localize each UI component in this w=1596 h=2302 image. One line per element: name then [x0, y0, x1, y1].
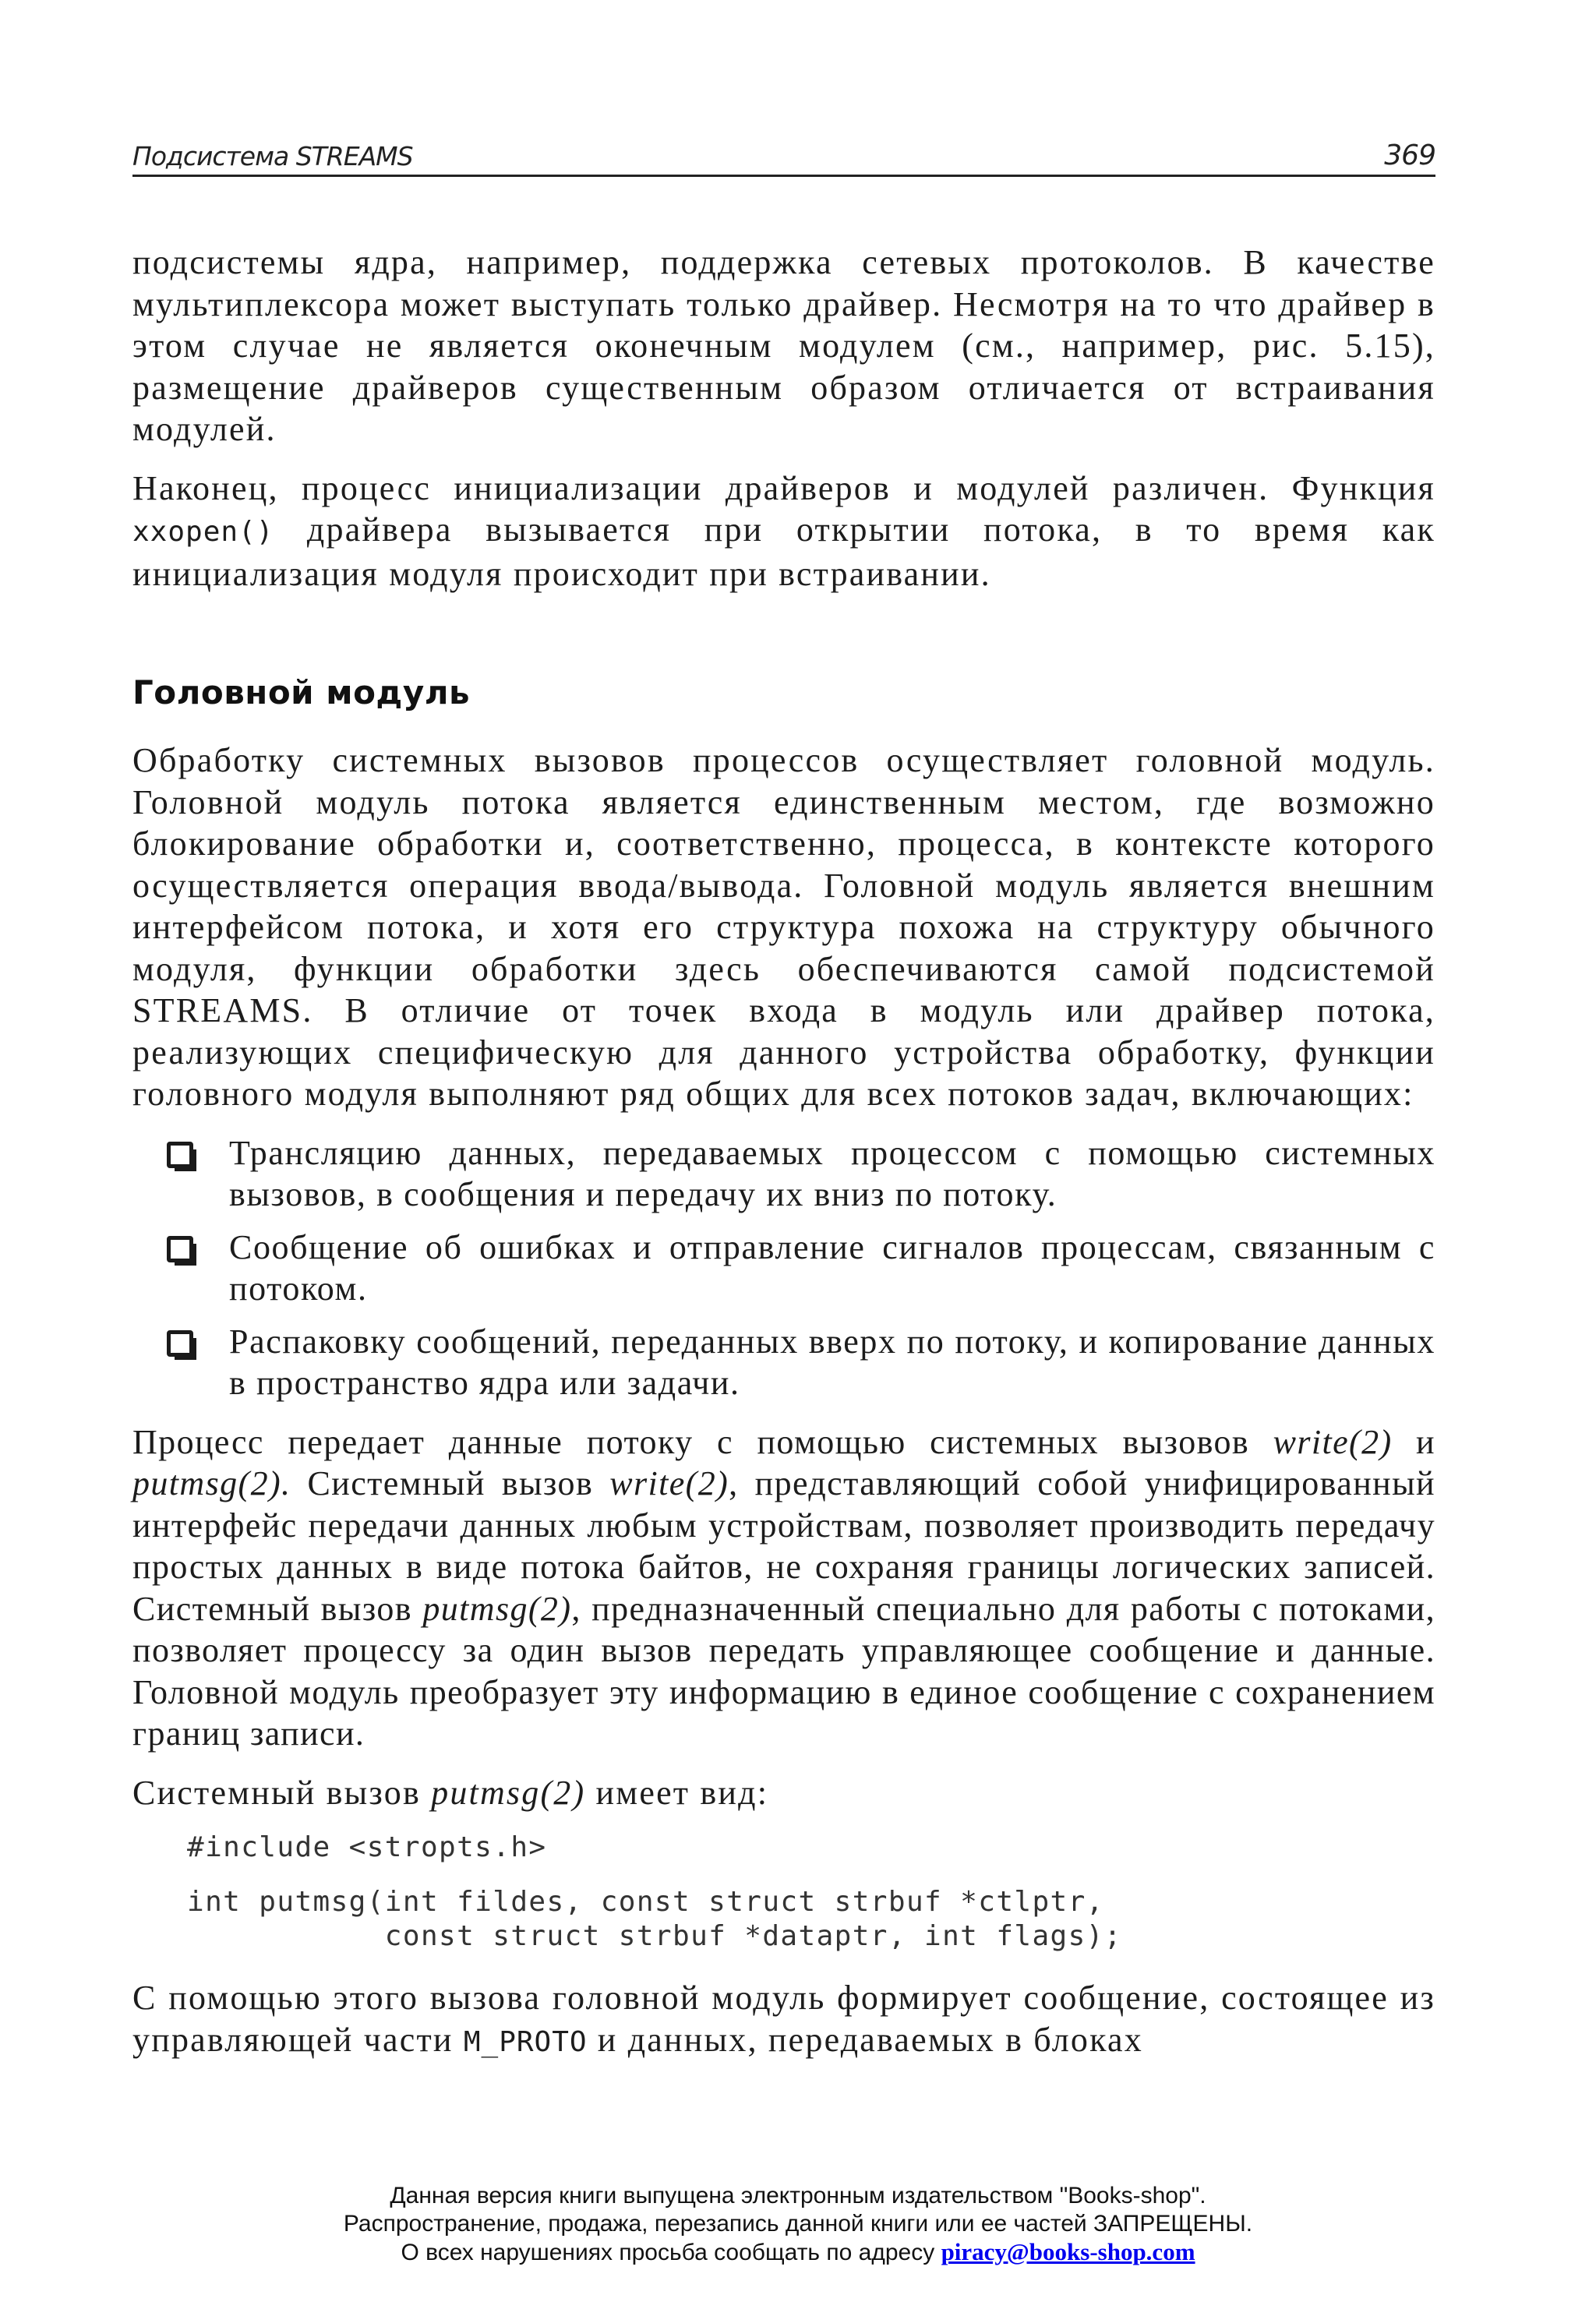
paragraph-4-text: Процесс передает данные потоку с помощью системных вызовов [132, 1422, 1273, 1461]
list-item-text: Трансляцию данных, передаваемых процессом с помощью системных вызовов, в сообщения и передачу их вниз по потоку. [229, 1133, 1435, 1213]
page-number: 369 [1384, 139, 1435, 171]
syscall-write: write(2) [609, 1464, 729, 1502]
running-header [132, 137, 1435, 177]
checkbox-bullet-icon [167, 1236, 193, 1262]
running-header-title: Подсистема STREAMS [132, 141, 413, 171]
list-item [132, 1227, 1435, 1310]
list-item [132, 1321, 1435, 1404]
paragraph-4-text: , предназначенный специально для работы с потоками, позволяет процессу за один вызов передать управляющее сообщение и данные. Головной модуль преобразует эту информацию в единое сообщение с сохранением границ записи. [132, 1589, 1435, 1753]
list-item-text: Сообщение об ошибках и отправление сигналов процессам, связанным с потоком. [229, 1227, 1435, 1308]
paragraph-4-text: и [1392, 1422, 1436, 1461]
bullet-list [132, 1132, 1435, 1404]
paragraph-2 [132, 468, 1435, 595]
paragraph-3: Обработку системных вызовов процессов осуществляет головной модуль. Головной модуль потока является единственным местом, где возможно блокирование обработки и, соответственно, процесса, в контексте которого осуществляется операция ввода/вывода. Головной модуль является внешним интерфейсом потока, и хотя его структура похожа на структуру обычного модуля, функции обработки здесь обеспечиваются самой подсистемой STREAMS. В отличие от точек входа в модуль или драйвер потока, реализующих специфическую для данного устройства обработку, функции головного модуля выполняют ряд общих для всех потоков задач, включающих: [132, 741, 1435, 1113]
footer-line-2: Распространение, продажа, перезапись данной книги или ее частей ЗАПРЕЩЕНЫ. [343, 2211, 1253, 2237]
section-heading: Головной модуль [132, 673, 471, 711]
list-item [132, 1132, 1435, 1216]
footer-line-1: Данная версия книги выпущена электронным издательством "Books-shop". [390, 2183, 1206, 2208]
paragraph-4-text: Системный вызов [291, 1464, 610, 1502]
code-line-include: #include <stropts.h> [187, 1831, 547, 1863]
paragraph-4-text: , представляющий собой унифицированный интерфейс передачи данных любым устройствам, позволяет производить передачу простых данных в виде потока байтов, не сохраняя границы логических записей. Системный вызов [132, 1464, 1435, 1628]
list-item-text: Распаковку сообщений, переданных вверх по потоку, и копирование данных в пространство ядра или задачи. [229, 1322, 1435, 1402]
publisher-footer [0, 2182, 1596, 2267]
syscall-putmsg: putmsg(2). [132, 1464, 291, 1502]
piracy-email-link[interactable]: piracy@books-shop.com [941, 2238, 1195, 2265]
syscall-write: write(2) [1273, 1422, 1393, 1461]
inline-code-xxopen: xxopen() [132, 516, 274, 548]
paragraph-4 [132, 1421, 1435, 1755]
paragraph-6 [132, 1977, 1435, 2063]
paragraph-6-text: С помощью этого вызова головной модуль формирует сообщение, состоящее из управляющей части [132, 1979, 1435, 2059]
paragraph-2-text-a: Наконец, процесс инициализации драйверов и модулей различен. Функция [132, 468, 1435, 507]
syscall-putmsg: putmsg(2) [431, 1773, 586, 1812]
checkbox-bullet-icon [167, 1142, 193, 1168]
inline-code-m-proto: M_PROTO [463, 2025, 588, 2058]
paragraph-6-text: и данных, передаваемых в блоках [587, 2020, 1143, 2059]
page-body [132, 242, 1435, 2063]
paragraph-5 [132, 1772, 1435, 1814]
checkbox-bullet-icon [167, 1330, 193, 1357]
paragraph-1: подсистемы ядра, например, поддержка сетевых протоколов. В качестве мультиплексора может выступать только драйвер. Несмотря на то что драйвер в этом случае не является оконечным модулем (см., например, рис. 5.15), размещение драйверов существенным образом отличается от встраивания модулей. [132, 243, 1435, 448]
code-line-signature-cont: const struct strbuf *dataptr, int flags); [187, 1920, 1122, 1952]
code-line-signature: int putmsg(int fildes, const struct strbuf *ctlptr, [187, 1886, 1104, 1918]
footer-line-3 [0, 2238, 1596, 2267]
paragraph-5-text: Системный вызов [132, 1773, 432, 1812]
paragraph-2-text-b: драйвера вызывается при открытии потока, в то время как инициализация модуля происходит при встраивании. [132, 510, 1435, 593]
code-listing [187, 1831, 1435, 1954]
paragraph-5-text: имеет вид: [585, 1773, 769, 1812]
syscall-putmsg: putmsg(2) [422, 1589, 572, 1628]
footer-line-3-text: О всех нарушениях просьба сообщать по адресу [401, 2240, 941, 2265]
